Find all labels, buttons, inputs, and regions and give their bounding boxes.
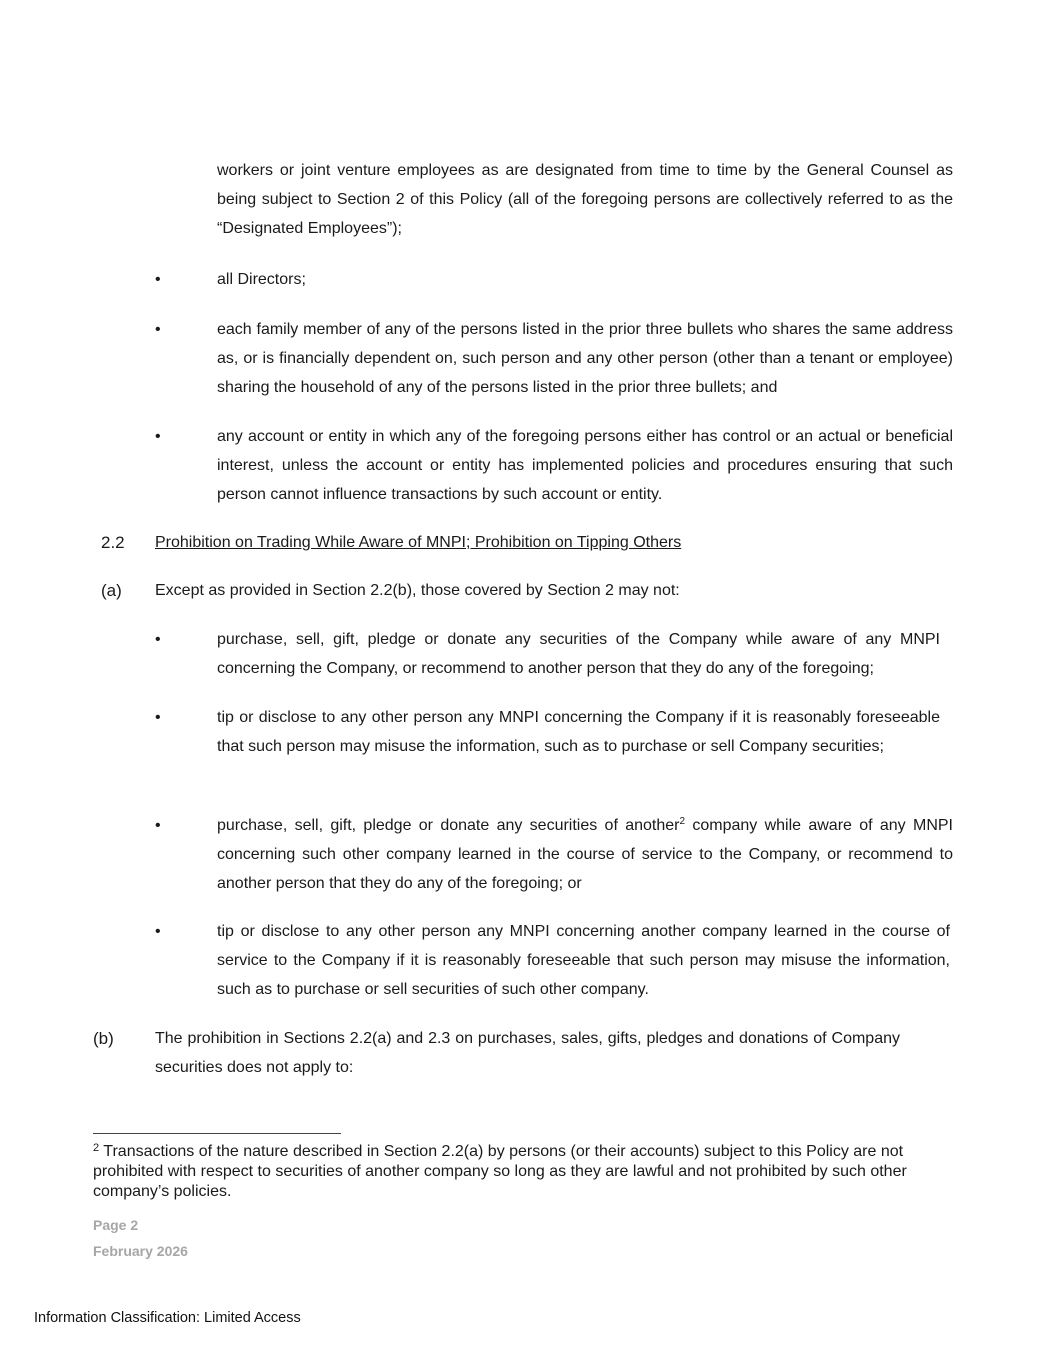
- clause-a-text: Except as provided in Section 2.2(b), those covered by Section 2 may not:: [155, 582, 680, 599]
- list-item-other-company-securities: [217, 812, 953, 898]
- bullet-icon: •: [155, 631, 161, 648]
- text-segment: purchase, sell, gift, pledge or donate any securities of another: [217, 817, 680, 834]
- list-item-family-members: each family member of any of the persons listed in the prior three bullets who shares the same address as, or is financially dependent on, such person and any other person (other than a tenant or employee) sharing the household of any of the persons listed in the prior three bullets; and: [217, 321, 953, 396]
- footnote: [93, 1142, 968, 1202]
- list-item-company-securities: purchase, sell, gift, pledge or donate any securities of the Company while aware of any MNPI concerning the Company, or recommend to another person that they do any of the foregoing;: [217, 631, 940, 677]
- text-segment: company while aware of any MNPI concerning such other company learned in the course of service to the Company, or recommend to another person that they do any of the foregoing; or: [217, 817, 953, 892]
- section-number: 2.2: [101, 533, 125, 552]
- footnote-reference[interactable]: 2: [679, 816, 686, 827]
- footnote-marker: 2: [93, 1142, 100, 1154]
- bullet-icon: •: [155, 923, 161, 940]
- bullet-icon: •: [155, 428, 161, 445]
- clause-a-label: (a): [101, 581, 122, 600]
- clause-b-label: (b): [93, 1029, 114, 1048]
- section-heading: Prohibition on Trading While Aware of MNPI; Prohibition on Tipping Others: [155, 534, 682, 551]
- list-item-directors: all Directors;: [217, 271, 306, 288]
- classification-label: Information Classification: Limited Access: [34, 1310, 301, 1326]
- page-number: Page 2: [93, 1217, 139, 1233]
- clause-b-text: The prohibition in Sections 2.2(a) and 2.3 on purchases, sales, gifts, pledges and donations of Company securities does not apply to:: [155, 1030, 900, 1076]
- footnote-divider: [93, 1133, 341, 1134]
- bullet-icon: •: [155, 709, 161, 726]
- bullet-icon: •: [155, 817, 161, 834]
- bullet-icon: •: [155, 271, 161, 288]
- bullet-icon: •: [155, 321, 161, 338]
- footnote-text: Transactions of the nature described in Section 2.2(a) by persons (or their accounts) subject to this Policy are not prohibited with respect to securities of another company so long as they are lawful and not prohibited by such other company’s policies.: [93, 1143, 907, 1200]
- continuation-paragraph: workers or joint venture employees as are designated from time to time by the General Counsel as being subject to Section 2 of this Policy (all of the foregoing persons are collectively referred to as the “Designated Employees”);: [217, 162, 953, 237]
- list-item-tipping-other-company: tip or disclose to any other person any MNPI concerning another company learned in the course of service to the Company if it is reasonably foreseeable that such person may misuse the information, such as to purchase or sell securities of such other company.: [217, 923, 950, 998]
- document-date: February 2026: [93, 1243, 188, 1259]
- list-item-accounts-entities: any account or entity in which any of the foregoing persons either has control or an actual or beneficial interest, unless the account or entity has implemented policies and procedures ensuring that such person cannot influence transactions by such account or entity.: [217, 428, 953, 503]
- list-item-tipping-company: tip or disclose to any other person any MNPI concerning the Company if it is reasonably foreseeable that such person may misuse the information, such as to purchase or sell Company securities;: [217, 709, 940, 755]
